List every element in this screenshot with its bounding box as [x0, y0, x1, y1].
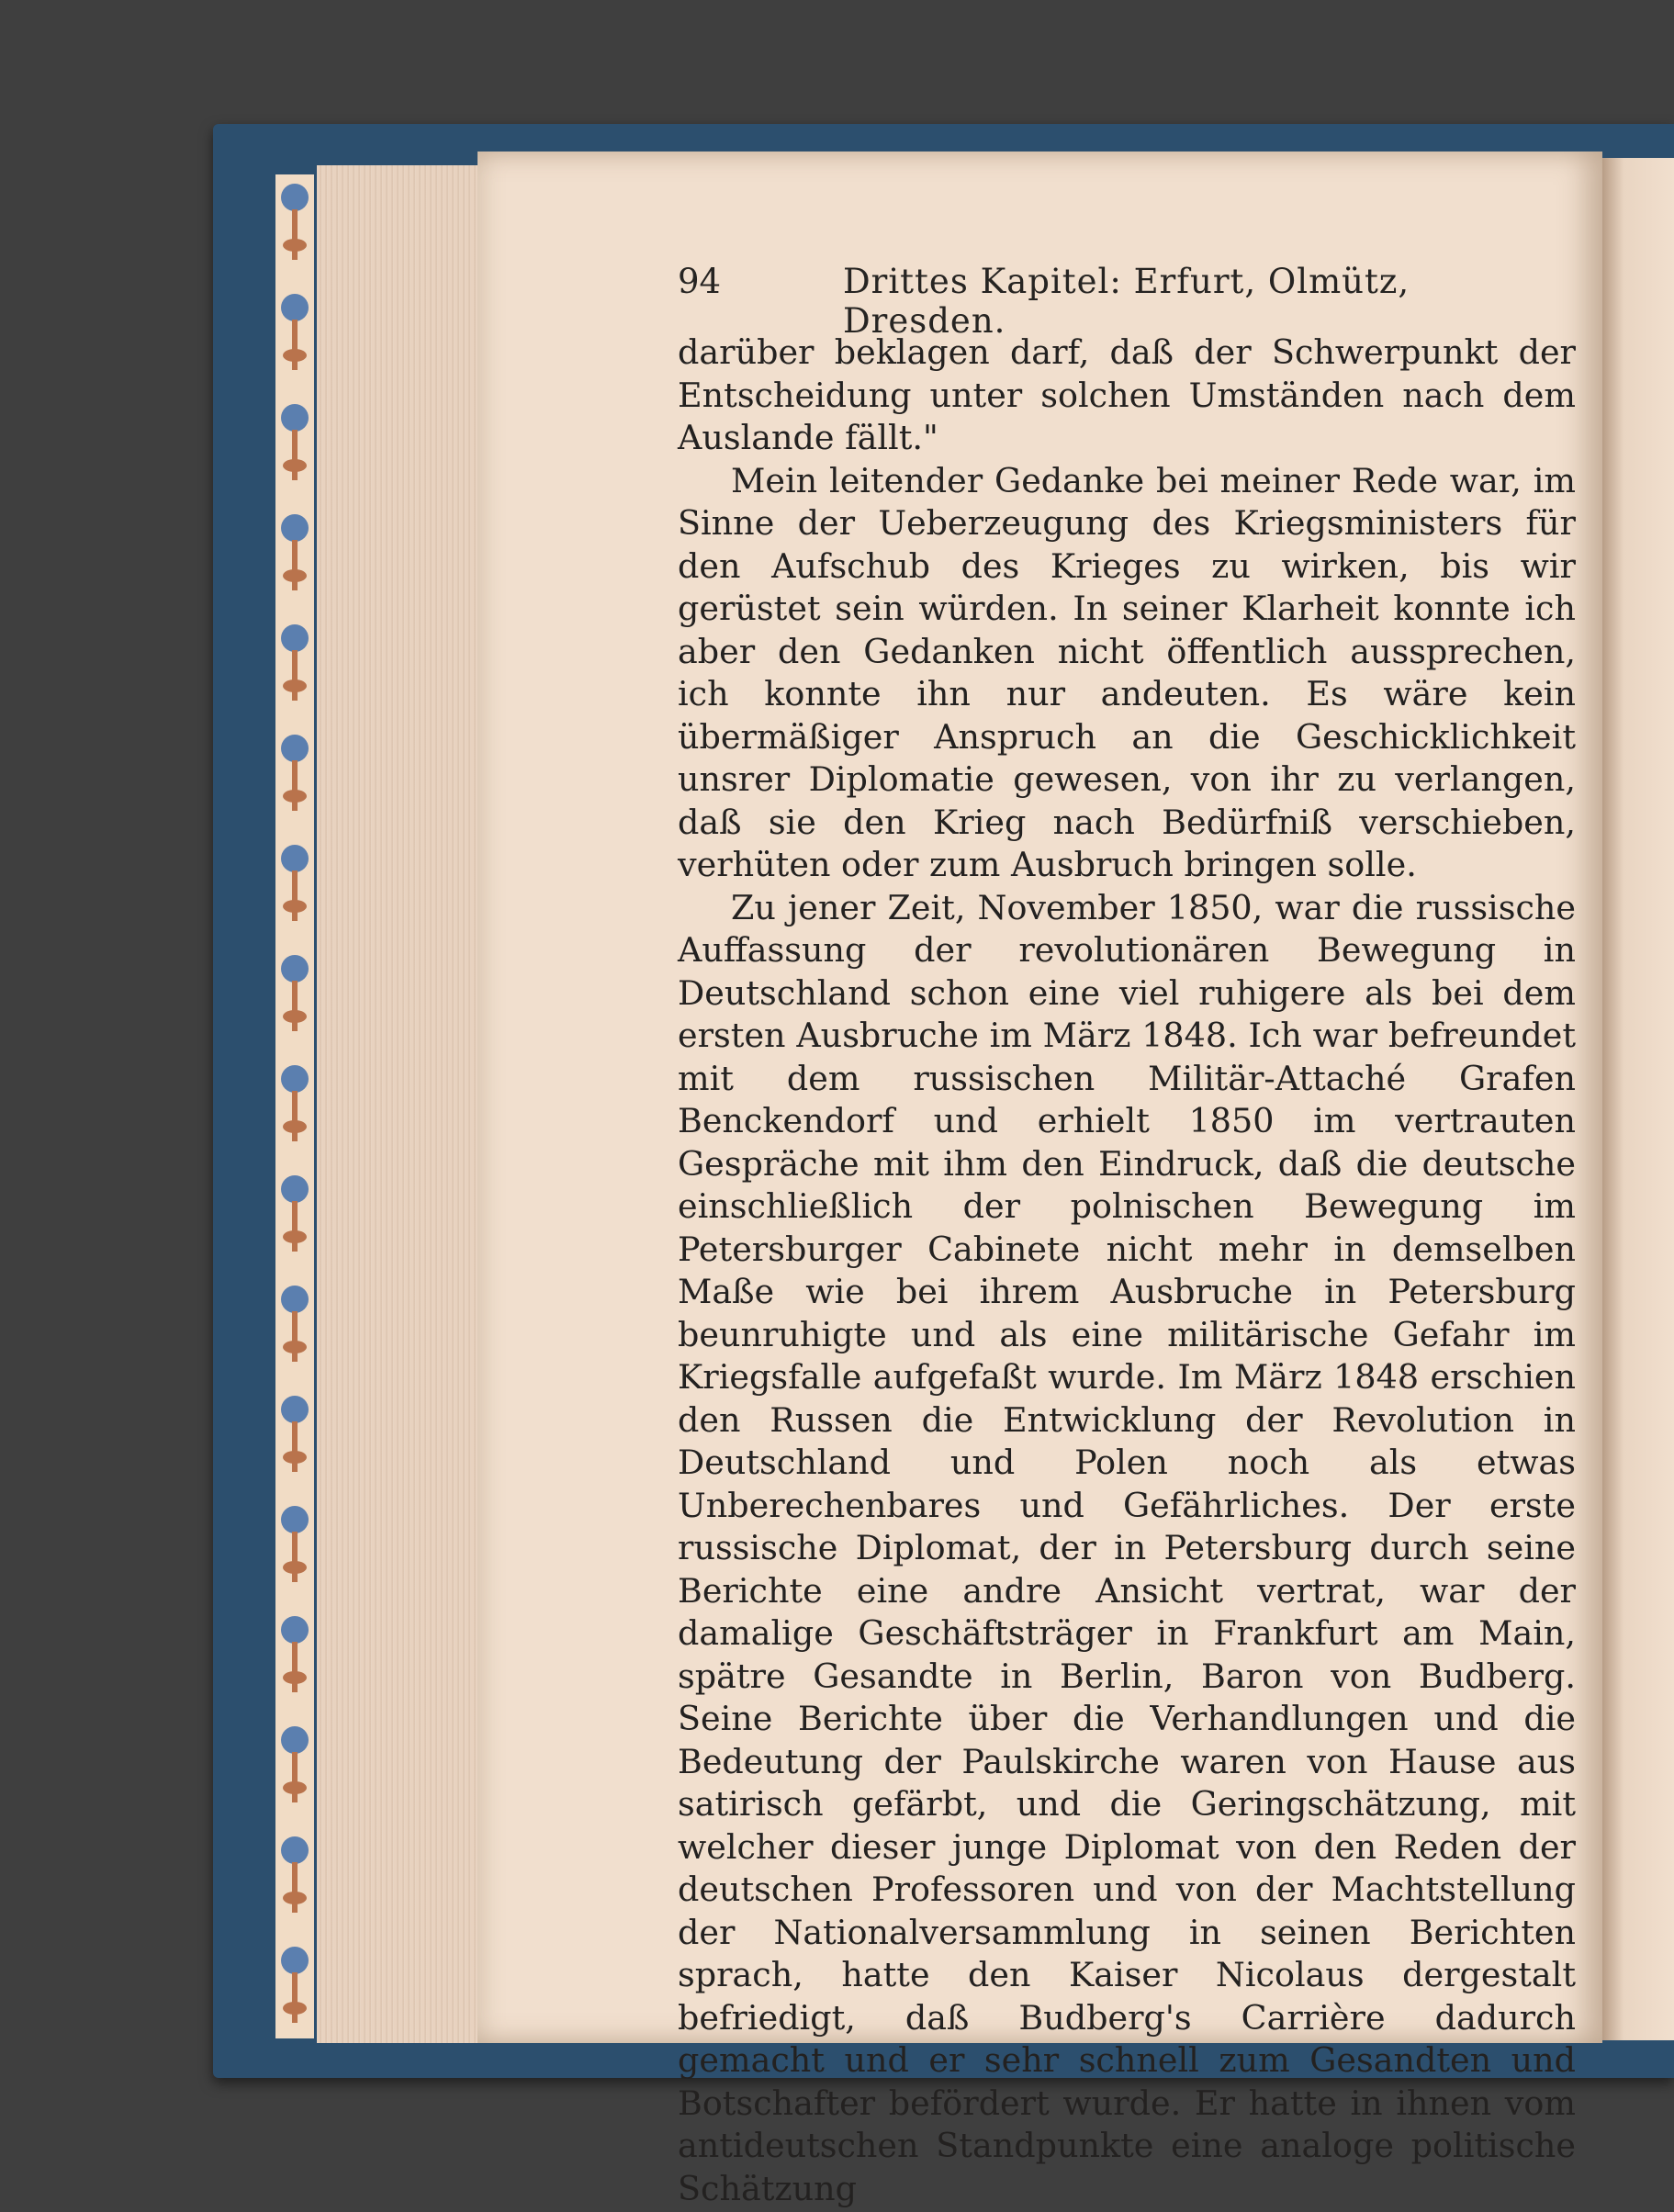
flower-ornament-icon	[279, 1506, 310, 1607]
paragraph: darüber beklagen darf, daß der Schwerpunkt der Entscheidung unter solchen Umständen nach dem Auslande fällt."	[678, 332, 1576, 457]
running-title: Drittes Kapitel: Erfurt, Olmütz, Dresden.	[843, 262, 1410, 341]
flower-ornament-icon	[279, 1065, 310, 1166]
flower-ornament-icon	[279, 1836, 310, 1937]
flower-ornament-icon	[279, 1947, 310, 2038]
flower-ornament-icon	[279, 1616, 310, 1717]
flower-ornament-icon	[279, 294, 310, 395]
page-header	[678, 262, 1486, 341]
flower-ornament-icon	[279, 1175, 310, 1276]
flower-ornament-icon	[279, 404, 310, 505]
next-page-edge	[1602, 158, 1674, 2040]
flower-ornament-icon	[279, 184, 310, 285]
book-page	[477, 152, 1602, 2208]
flower-ornament-icon	[279, 514, 310, 615]
flower-ornament-icon	[279, 1396, 310, 1497]
flower-ornament-icon	[279, 624, 310, 725]
page-number: 94	[678, 262, 722, 301]
body-text	[678, 331, 1576, 2210]
flower-ornament-icon	[279, 845, 310, 946]
paragraph: Mein leitender Gedanke bei meiner Rede war, im Sinne der Ueberzeugung des Kriegsministers für den Aufschub des Krieges zu wirken, bis wir gerüstet sein würden. In seiner Klarheit konnte ich aber den Gedanken nicht öffentlich aussprechen, ich konnte ihn nur andeuten. Es wäre kein übermäßiger Anspruch an die Geschicklichkeit unsrer Diplomatie gewesen, von ihr zu verlangen, daß sie den Krieg nach Bedürfniß verschieben, verhüten oder zum Ausbruch bringen solle.	[678, 460, 1576, 884]
page-edges	[317, 165, 482, 2043]
flower-ornament-icon	[279, 735, 310, 836]
decorative-endpaper	[275, 174, 314, 2038]
flower-ornament-icon	[279, 955, 310, 1056]
paragraph: Zu jener Zeit, November 1850, war die russische Auffassung der revolutionären Bewegung in Deutschland schon eine viel ruhigere als bei dem ersten Ausbruche im März 1848. Ich war befreundet mit dem russischen Militär-Attaché Grafen Benckendorf und erhielt 1850 im vertrauten Gespräche mit ihm den Eindruck, daß die deutsche einschließlich der polnischen Bewegung im Petersburger Cabinete nicht mehr in demselben Maße wie bei ihrem Ausbruche in Petersburg beunruhigte und als eine militärische Gefahr im Kriegsfalle aufgefaßt wurde. Im März 1848 erschien den Russen die Entwicklung der Revolution in Deutschland und Polen noch als etwas Unberechenbares und Gefährliches. Der erste russische Diplomat, der in Petersburg durch seine Berichte eine andre Ansicht vertrat, war der damalige Geschäftsträger in Frankfurt am Main, spätre Gesandte in Berlin, Baron von Budberg. Seine Berichte über die Verhandlungen und die Bedeutung der Paulskirche waren von Hause aus satirisch gefärbt, und die Geringschätzung, mit welcher dieser junge Diplomat von den Reden der deutschen Professoren und von der Machtstellung der Nationalversammlung in seinen Berichten sprach, hatte den Kaiser Nicolaus dergestalt befriedigt, daß Budberg's Carrière dadurch gemacht und er sehr schnell zum Gesandten und Botschafter befördert wurde. Er hatte in ihnen vom antideutschen Standpunkte eine analoge politische Schätzung	[678, 887, 1576, 2208]
flower-ornament-icon	[279, 1286, 310, 1387]
flower-ornament-icon	[279, 1726, 310, 1827]
